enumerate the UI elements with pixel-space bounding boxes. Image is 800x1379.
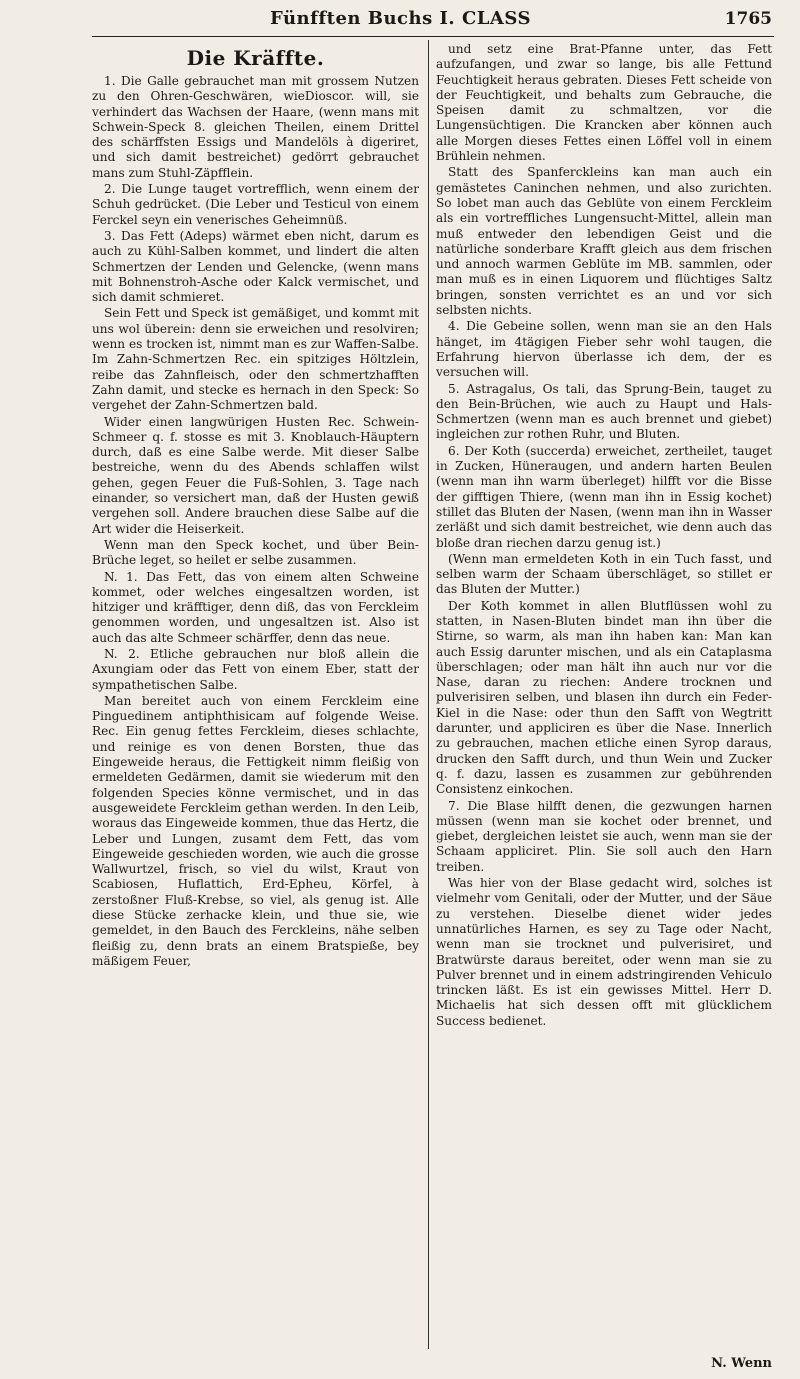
paragraph: Wenn man den Speck kochet, und über Bein-Brüche leget, so heilet er selbe zusammen. xyxy=(92,537,419,568)
paragraph: 2. Die Lunge tauget vortrefflich, wenn einem der Schuh gedrücket. (Die Leber und Testicul von einem Ferckel seyn ein venerisches Geheimnüß. xyxy=(92,182,419,227)
section-title: Die Kräffte. xyxy=(186,46,325,70)
paragraph: Sein Fett und Speck ist gemäßiget, und kommt mit uns wol überein: denn sie erweichen und resolviren; wenn es trocken ist, nimmt man es zur Waffen-Salbe. Im Zahn-Schmertzen Rec. ein spitziges Höltzlein, reibe das Zahnfleisch, oder den schmertzhafften Zahn damit, und stecke es hernach in den Speck: So vergehet der Zahn-Schmertzen bald. xyxy=(92,306,419,413)
paragraph: 5. Astragalus, Os tali, das Sprung-Bein, tauget zu den Bein-Brüchen, wie auch zu Haupt und Hals-Schmertzen (wenn man es auch brennet und giebet) ingleichen zur rothen Ruhr, und Bluten. xyxy=(436,381,772,442)
paragraph: 6. Der Koth (succerda) erweichet, zertheilet, tauget in Zucken, Hüneraugen, und andern harten Beulen (wenn man ihn warm überleget) hilfft vor die Bisse der gifftigen Thiere, (wenn man ihn in Essig kochet) stillet das Bluten der Nasen, (wenn man ihn in Wasser zerläßt und sich damit bestreichet, wie denn auch das bloße dran riechen darzu genug ist.) xyxy=(436,443,772,550)
paragraph: Man bereitet auch von einem Ferckleim eine Pinguedinem antiphthisicam auf folgende Weise. Rec. Ein genug fettes Ferckleim, dieses schlachte, und reinige es von denen Borsten, thue das Eingeweide heraus, die Fettigkeit nimm fleißig von ermeldeten Gedärmen, damit sie wiederum mit den folgenden Species könne vermischet, und in das ausgeweidete Ferckleim gethan werden. In den Leib, woraus das Eingeweide kommen, thue das Hertz, die Leber und Lungen, zusamt dem Fett, das vom Eingeweide geschieden worden, wie auch die grosse Wallwurtzel, frisch, so viel du wilst, Kraut von Scabiosen, Huflattich, Erd-Epheu, Körfel, à zerstoßner Fluß-Krebse, so viel, als genug ist. Alle diese Stücke zerhacke klein, und thue sie, wie gemeldet, in den Bauch des Ferckleins, nähe selben fleißig zu, denn brats an einem Bratspieße, bey mäßigem Feuer, xyxy=(92,693,419,968)
paragraph: Was hier von der Blase gedacht wird, solches ist vielmehr vom Genitali, oder der Mutter, und der Säue zu verstehen. Dieselbe dienet wider jedes unnatürliches Harnen, es sey zu Tage oder Nacht, wenn man sie trocknet und pulverisiret, und Bratwürste daraus bereitet, oder wenn man sie zu Pulver brennet und in einem adstringirenden Vehiculo trincken läßt. Es ist ein gewisses Mittel. Herr D. Michaelis hat sich dessen offt mit glücklichem Success bedienet. xyxy=(436,876,772,1028)
column-divider xyxy=(428,40,429,1349)
page-number: 1765 xyxy=(724,9,772,29)
left-paragraphs xyxy=(92,74,419,969)
paragraph: Der Koth kommet in allen Blutflüssen wohl zu statten, in Nasen-Bluten bindet man ihn über die Stirne, so warm, als man ihn haben kan: Man kan auch Essig darunter mischen, und als ein Cataplasma überschlagen; oder man hält ihn auch nur vor die Nase, daran zu riechen: Andere trocknen und pulverisiren selben, und blasen ihn durch ein Feder-Kiel in die Nase: oder thun den Safft von Wegtritt darunter, und appliciren es über die Nase. Innerlich zu gebrauchen, machen etliche einen Syrop daraus, drucken den Safft durch, und thun Wein und Zucker q. f. dazu, lassen es zusammen zur gebührenden Consistenz einkochen. xyxy=(436,598,772,797)
running-head xyxy=(92,8,772,34)
paragraph: N. 1. Das Fett, das von einem alten Schweine kommet, oder welches eingesaltzen worden, ist hitziger und kräfftiger, denn diß, das von Ferckleim genommen worden, und ungesaltzen ist. Also ist auch das alte Schmeer schärffer, denn das neue. xyxy=(92,569,419,645)
running-title: Fünfften Buchs I. CLASS xyxy=(270,8,531,29)
paragraph: und setz eine Brat-Pfanne unter, das Fett aufzufangen, und zwar so lange, bis alle Fettund Feuchtigkeit heraus gebraten. Dieses Fett scheide von der Feuchtigkeit, und behalts zum Gebrauche, die Speisen damit zu schmaltzen, vor die Lungensüchtigen. Die Krancken aber können auch alle Morgen dieses Fettes einen Löffel voll in einem Brühlein nehmen. xyxy=(436,42,772,164)
paragraph: 4. Die Gebeine sollen, wenn man sie an den Hals hänget, im 4tägigen Fieber sehr wohl taugen, die Erfahrung hiervon überlasse ich dem, der es versuchen will. xyxy=(436,319,772,380)
paragraph: 3. Das Fett (Adeps) wärmet eben nicht, darum es auch zu Kühl-Salben kommet, und lindert die alten Schmertzen der Lenden und Gelencke, (wenn mans mit Bohnenstroh-Asche oder Kalck vermischet, und sich damit schmieret. xyxy=(92,228,419,305)
left-column xyxy=(92,42,419,1359)
catchword: N. Wenn xyxy=(711,1356,772,1371)
right-paragraphs xyxy=(436,42,772,1029)
paragraph: Statt des Spanferckleins kan man auch ein gemästetes Caninchen nehmen, und also zurichten. So lobet man auch das Geblüte von einem Ferckleim als ein vortreffliches Lungensucht-Mittel, allein man muß entweder den lebendigen Geist und die natürliche sonderbare Krafft gleich aus dem frischen und annoch warmen Geblüte im MB. sammlen, oder man muß es in einen Liquorem und flüchtiges Saltz bringen, sonsten verrichtet es an und vor sich selbsten nichts. xyxy=(436,165,772,318)
paragraph: (Wenn man ermeldeten Koth in ein Tuch fasst, und selben warm der Schaam überschläget, so stillet er das Bluten der Mutter.) xyxy=(436,551,772,597)
right-column xyxy=(436,42,772,1359)
paragraph: 7. Die Blase hilfft denen, die gezwungen harnen müssen (wenn man sie kochet oder brennet, und giebet, dergleichen leistet sie auch, wenn man sie der Schaam appliciret. Plin. Sie soll auch den Harn treiben. xyxy=(436,798,772,874)
header-rule xyxy=(92,36,774,37)
paragraph: N. 2. Etliche gebrauchen nur bloß allein die Axungiam oder das Fett von einem Eber, statt der sympathetischen Salbe. xyxy=(92,646,419,692)
paragraph: 1. Die Galle gebrauchet man mit grossem Nutzen zu den Ohren-Geschwären, wieDioscor. will, sie verhindert das Wachsen der Haare, (wenn mans mit Schwein-Speck 8. gleichen Theilen, einem Drittel des schärffsten Essigs und Mandelöls à digeriret, und sich damit bestreichet) gedörrt gebrauchet mans zum Stuhl-Zäpfflein. xyxy=(92,74,419,180)
paragraph: Wider einen langwürigen Husten Rec. Schwein-Schmeer q. f. stosse es mit 3. Knoblauch-Häuptern durch, daß es eine Salbe werde. Mit dieser Salbe bestreiche, wenn du des Abends schlaffen wilst gehen, gegen Feuer die Fuß-Sohlen, 3. Tage nach einander, so versichert man, daß der Husten gewiß vergehen soll. Andere brauchen diese Salbe auf die Art wider die Heiserkeit. xyxy=(92,414,419,536)
